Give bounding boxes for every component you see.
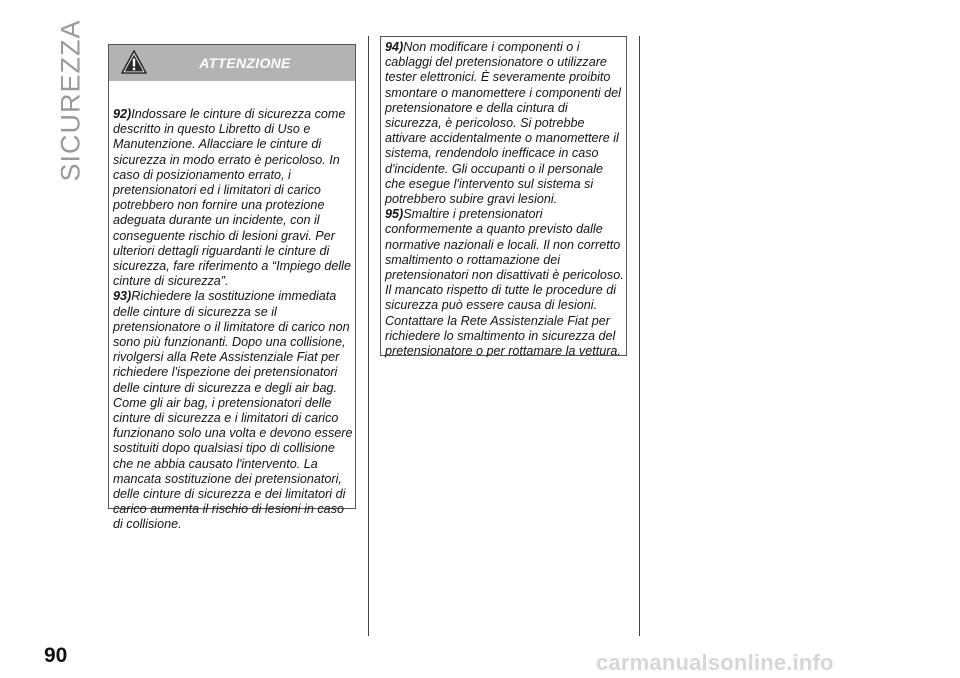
note-text: Smaltire i pretensionatori conformemente a quanto previsto dalle normative nazionali e locali. Il non corretto smaltimento o rottamazione dei pretensionatori non disattivati è pericoloso. Il mancato rispetto di tutte le procedure di sicurezza può essere causa di lesioni. Contattare la Rete Assistenziale Fiat per richiedere lo smaltimento in sicurezza del pretensionatore o per rottamare la vettura. [385,207,624,359]
continued-warning-box [380,36,627,359]
section-title-text: SICUREZZA [55,18,86,182]
warning-box [108,44,356,532]
watermark: carmanualsonline.info [596,650,834,675]
note-93 [113,289,353,532]
section-title [55,18,86,182]
note-text: Non modificare i componenti o i cablaggi del pretensionatore o utilizzare tester elettronici. È severamente proibito smontare o manomettere i componenti del pretensionatore e della cintura di sicurezza, è pericoloso. Si potrebbe attivare accidentalmente o manomettere il sistema, rendendolo inefficace in caso d'incidente. Gli occupanti o il personale che esegue l'intervento sul sistema si potrebbero subire gravi lesioni. [385,40,621,207]
column-divider-right [639,36,640,636]
note-number: 94) [385,40,404,54]
column-divider-left [368,36,369,636]
note-number: 92) [113,107,132,121]
page-number: 90 [44,644,68,667]
note-number: 95) [385,207,404,222]
note-94 [385,40,624,207]
warning-notes [109,45,353,533]
note-95 [385,207,624,359]
continued-notes [381,37,624,359]
warning-title: ATTENZIONE [199,55,291,71]
note-number: 93) [113,289,132,304]
note-text: Richiedere la sostituzione immediata delle cinture di sicurezza se il pretensionatore o il limitatore di carico non sono più funzionanti. Dopo una collisione, rivolgersi alla Rete Assistenziale Fiat per richiedere l'ispezione dei pretensionatori delle cinture di sicurezza e degli air bag. Come gli air bag, i pretensionatori delle cinture di sicurezza e i limitatori di carico funzionano solo una volta e devono essere sostituiti dopo qualsiasi tipo di collisione che ne abbia causato l'intervento. La mancata sostituzione dei pretensionatori, delle cinture di sicurezza e dei limitatori di carico aumenta il rischio di lesioni in caso di collisione. [113,289,353,532]
note-text: Indossare le cinture di sicurezza come descritto in questo Libretto di Uso e Manutenzione. Allacciare le cinture di sicurezza in modo errato è pericoloso. In caso di posizionamento errato, i pretensionatori ed i limitatori di carico potrebbero non fornire una protezione adeguata durante un incidente, con il conseguente rischio di lesioni gravi. Per ulteriori dettagli riguardanti le cinture di sicurezza, fare riferimento a “Impiego delle cinture di sicurezza”. [113,107,351,289]
note-92 [113,107,353,289]
